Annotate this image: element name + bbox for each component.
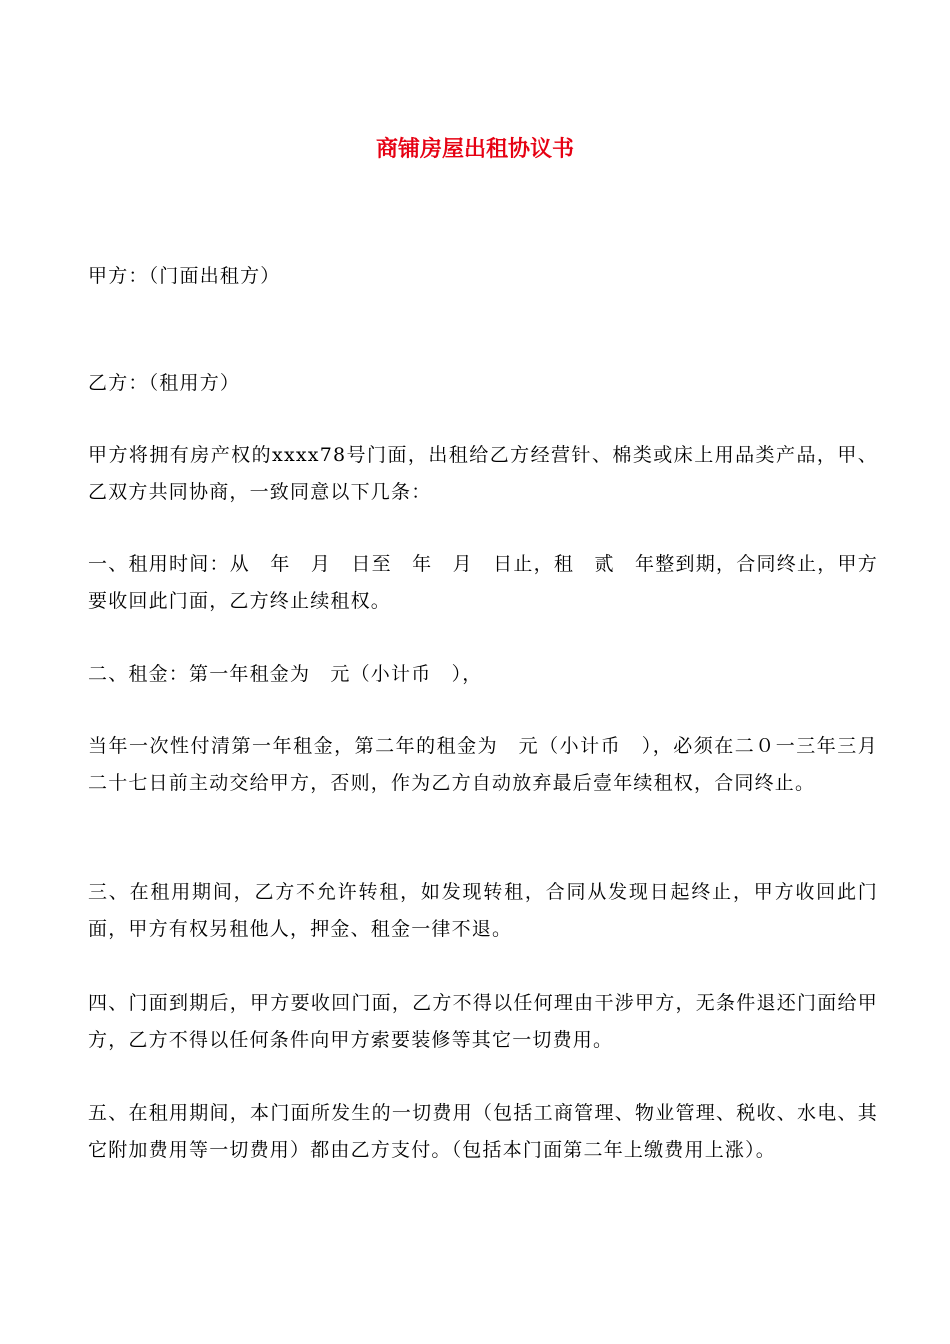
clause-1: 一、租用时间：从 年 月 日至 年 月 日止，租 贰 年整到期，合同终止，甲方要收回此门面，乙方终止续租权。: [88, 553, 878, 612]
clause-4: 四、门面到期后，甲方要收回门面，乙方不得以任何理由干涉甲方，无条件退还门面给甲方，乙方不得以任何条件向甲方索要装修等其它一切费用。: [88, 992, 878, 1051]
clause-2: 二、租金：第一年租金为 元（小计币 ），: [88, 663, 483, 685]
clause-3: 三、在租用期间，乙方不允许转租，如发现转租，合同从发现日起终止，甲方收回此门面，甲方有权另租他人，押金、租金一律不退。: [88, 881, 878, 940]
intro-paragraph: 甲方将拥有房产权的xxxx78号门面，出租给乙方经营针、棉类或床上用品类产品，甲、乙双方共同协商，一致同意以下几条：: [88, 444, 878, 503]
clause-2-continued: 当年一次性付清第一年租金，第二年的租金为 元（小计币 ），必须在二０一三年三月二十七日前主动交给甲方，否则，作为乙方自动放弃最后壹年续租权，合同终止。: [88, 735, 878, 794]
clause-5: 五、在租用期间，本门面所发生的一切费用（包括工商管理、物业管理、税收、水电、其它附加费用等一切费用）都由乙方支付。（包括本门面第二年上缴费用上涨）。: [88, 1102, 878, 1161]
party-a-line: 甲方：（门面出租方）: [88, 265, 281, 287]
party-b-line: 乙方：（租用方）: [88, 372, 241, 394]
document-title: 商铺房屋出租协议书: [375, 137, 574, 162]
